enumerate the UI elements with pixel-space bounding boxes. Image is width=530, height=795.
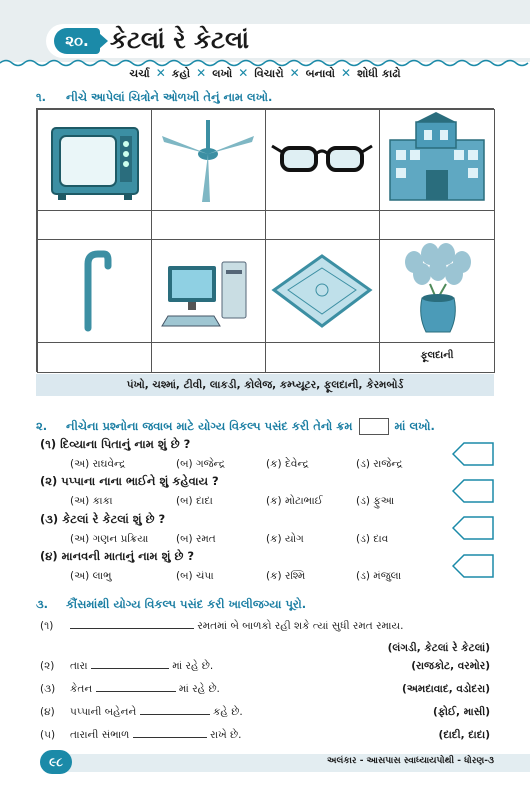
fill-sentence xyxy=(70,706,243,719)
fill-item-5 xyxy=(40,729,490,745)
fill-label: (૧) xyxy=(40,620,54,632)
cross-icon: ✕ xyxy=(238,66,249,80)
question-number: ૩. xyxy=(36,597,49,611)
blank-line[interactable] xyxy=(70,628,194,629)
fill-after: રમતમાં બે બાળકો રહી શકે ત્યાં સુધી રમત રમાય. xyxy=(197,620,404,632)
book-title: અલંકાર - આસપાસ સ્વાધ્યાયપોથી - ધોરણ-૩ xyxy=(327,756,494,766)
option-b[interactable]: (બ) રમત xyxy=(176,533,216,545)
fill-sentence xyxy=(70,729,242,742)
mcq-question-2 xyxy=(40,474,219,489)
blank-line[interactable] xyxy=(91,668,169,669)
computer-icon xyxy=(152,240,265,342)
cross-icon: ✕ xyxy=(289,66,300,80)
answer-cell-3[interactable] xyxy=(265,210,380,240)
skill-say: કહો xyxy=(171,67,191,80)
ceiling-fan-icon xyxy=(152,110,265,210)
mcq-label: (૪) xyxy=(40,549,58,563)
option-c[interactable]: (ક) રશ્મિ xyxy=(266,570,306,582)
flower-vase-icon xyxy=(380,240,494,342)
question-instruction: કૌંસમાંથી યોગ્ય વિકલ્પ પસંદ કરી ખાલીજગ્યા પૂરો. xyxy=(66,597,307,611)
image-cell-carrom xyxy=(265,239,380,343)
skill-find: શોધી કાઢો xyxy=(357,67,401,80)
image-cell-computer xyxy=(151,239,266,343)
fill-after: માં રહે છે. xyxy=(172,660,214,672)
answer-tag-1[interactable] xyxy=(452,442,494,466)
fill-sentence xyxy=(70,660,213,673)
cross-icon: ✕ xyxy=(341,66,352,80)
answer-tag-4[interactable] xyxy=(452,554,494,578)
fill-item-1 xyxy=(40,620,490,636)
fill-item-4 xyxy=(40,706,490,722)
fill-options: (અમદાવાદ, વડોદરા) xyxy=(402,683,490,695)
question-1-heading xyxy=(36,90,272,105)
option-a[interactable]: (અ) લાભુ xyxy=(70,570,112,582)
answer-cell-7[interactable] xyxy=(265,342,380,373)
mcq-text: માનવની માતાનું નામ શું છે ? xyxy=(61,549,195,563)
mcq-label: (૩) xyxy=(40,512,59,526)
fill-sentence xyxy=(70,683,220,696)
mcq-text: કેટલાં રે કેટલાં શું છે ? xyxy=(62,512,166,526)
question-2-heading xyxy=(36,418,435,435)
question-instruction: નીચેના પ્રશ્નોના જવાબ માટે યોગ્ય વિકલ્પ પસંદ કરી તેનો ક્રમ xyxy=(66,419,353,433)
mcq-label: (૨) xyxy=(40,474,58,488)
chapter-title: કેટલાં રે કેટલાં xyxy=(110,26,249,54)
cross-icon: ✕ xyxy=(196,66,207,80)
fill-label: (૨) xyxy=(40,660,55,672)
answer-cell-6[interactable] xyxy=(151,342,266,373)
image-cell-tv xyxy=(37,109,152,211)
page-header xyxy=(0,0,530,62)
walking-stick-icon xyxy=(38,240,151,342)
skill-make: બનાવો xyxy=(305,67,336,80)
television-icon xyxy=(38,110,151,210)
fill-options: (લંગડી, કેટલાં રે કેટલાં) xyxy=(387,642,490,654)
fill-sentence xyxy=(70,620,403,633)
fill-label: (૩) xyxy=(40,683,56,695)
fill-options: (રાજકોટ, વરમોર) xyxy=(411,660,490,672)
answer-cell-2[interactable] xyxy=(151,210,266,240)
option-d[interactable]: (ડ) રાજેન્દ્ર xyxy=(356,458,403,470)
skill-think: વિચારો xyxy=(254,67,284,80)
option-a[interactable]: (અ) રાઘવેન્દ્ર xyxy=(70,458,126,470)
image-cell-stick xyxy=(37,239,152,343)
fill-after: કહે છે. xyxy=(212,706,243,718)
mcq-text: પપ્પાના નાના ભાઈને શું કહેવાય ? xyxy=(61,474,219,488)
image-cell-vase xyxy=(379,239,495,343)
answer-tag-2[interactable] xyxy=(452,479,494,503)
mcq-question-4 xyxy=(40,549,194,564)
fill-after: માં રહે છે. xyxy=(178,683,220,695)
page-footer xyxy=(0,750,530,795)
answer-cell-4[interactable] xyxy=(379,210,495,240)
answer-box-sample xyxy=(359,418,389,435)
question-instruction-end: માં લખો. xyxy=(394,419,435,433)
college-building-icon xyxy=(380,110,494,210)
image-cell-fan xyxy=(151,109,266,211)
blank-line[interactable] xyxy=(96,691,176,692)
option-d[interactable]: (ડ) મંજુલા xyxy=(356,570,402,582)
blank-line[interactable] xyxy=(140,714,210,715)
option-b[interactable]: (બ) ચંપા xyxy=(176,570,214,582)
option-a[interactable]: (અ) ગણન પ્રક્રિયા xyxy=(70,533,149,545)
question-number: ૨. xyxy=(36,419,48,433)
answer-cell-1[interactable] xyxy=(37,210,152,240)
spectacles-icon xyxy=(266,110,379,210)
page-number: ૯૮ xyxy=(40,750,72,774)
skill-discuss: ચર્ચા xyxy=(129,67,150,80)
skill-write: લખો xyxy=(212,67,233,80)
cross-icon: ✕ xyxy=(155,66,166,80)
fill-options: (ફોઈ, માસી) xyxy=(433,706,490,718)
mcq-label: (૧) xyxy=(40,437,57,451)
answer-cell-5[interactable] xyxy=(37,342,152,373)
option-d[interactable]: (ડ) દાવ xyxy=(356,533,389,545)
mcq-question-1 xyxy=(40,437,190,452)
option-c[interactable]: (ક) દેવેન્દ્ર xyxy=(266,458,309,470)
fill-after: રાખે છે. xyxy=(210,729,242,741)
answer-cell-8[interactable]: ફૂલદાની xyxy=(379,342,495,373)
carrom-board-icon xyxy=(266,240,379,342)
blank-line[interactable] xyxy=(133,737,207,738)
option-b[interactable]: (બ) દાદા xyxy=(176,495,213,507)
picture-grid xyxy=(36,108,494,372)
fill-item-1-options xyxy=(40,642,490,658)
fill-before: તારા xyxy=(70,660,88,672)
word-bank: પંખો, ચશ્માં, ટીવી, લાકડી, કોલેજ, કમ્પ્યૂટર, ફૂલદાની, કેરમબોર્ડ xyxy=(36,374,494,396)
mcq-question-3 xyxy=(40,512,165,527)
question-instruction: નીચે આપેલાં ચિત્રોને ઓળખી તેનું નામ લખો. xyxy=(66,90,273,104)
fill-before: તારાની સંભાળ xyxy=(70,729,130,741)
option-b[interactable]: (બ) ગજેન્દ્ર xyxy=(176,458,226,470)
fill-options: (દાદી, દાદા) xyxy=(438,729,490,741)
question-number: ૧. xyxy=(36,90,47,104)
fill-item-3 xyxy=(40,683,490,699)
fill-item-2 xyxy=(40,660,490,676)
image-cell-spectacles xyxy=(265,109,380,211)
option-d[interactable]: (ડ) ફુઆ xyxy=(356,495,395,507)
question-3-heading xyxy=(36,597,306,612)
option-a[interactable]: (અ) કાકા xyxy=(70,495,113,507)
mcq-text: દિવ્યાના પિતાનું નામ શું છે ? xyxy=(60,437,191,451)
image-cell-college xyxy=(379,109,495,211)
answer-tag-3[interactable] xyxy=(452,516,494,540)
fill-before: પપ્પાની બહેનને xyxy=(70,706,137,718)
skills-strip xyxy=(0,66,530,81)
chapter-number-badge: ૨૦. xyxy=(54,28,100,54)
option-c[interactable]: (ક) યોગ xyxy=(266,533,304,545)
fill-label: (૫) xyxy=(40,729,56,741)
option-c[interactable]: (ક) મોટાભાઈ xyxy=(266,495,323,507)
fill-label: (૪) xyxy=(40,706,55,718)
fill-before: કેતન xyxy=(70,683,93,695)
